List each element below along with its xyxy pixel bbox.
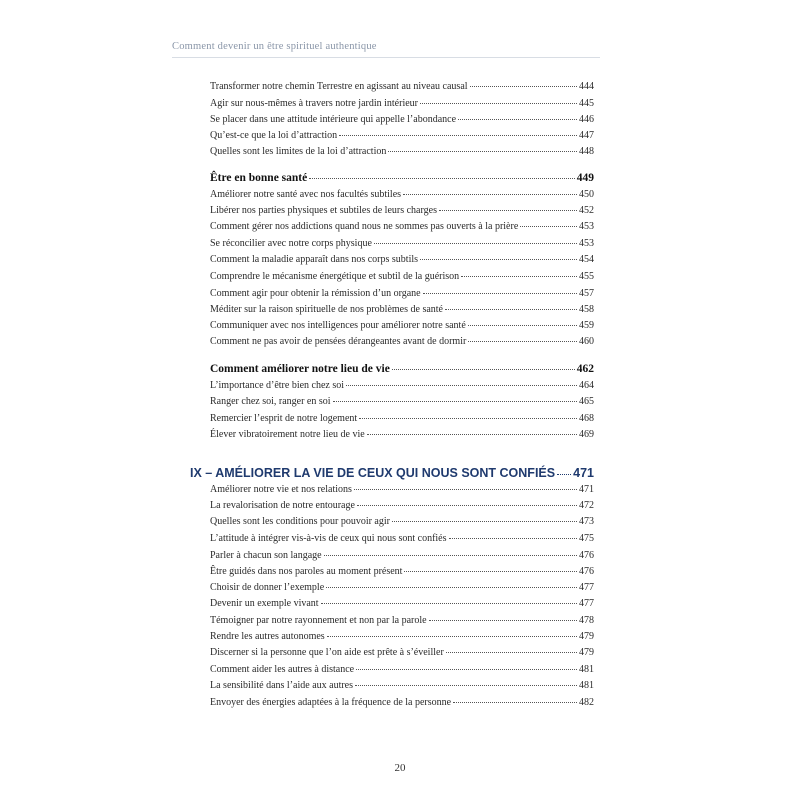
leader-dots xyxy=(445,309,577,310)
toc-entry[interactable]: Ranger chez soi, ranger en soi 465 xyxy=(210,396,594,407)
toc-section-sante[interactable]: Être en bonne santé 449 xyxy=(210,172,594,184)
leader-dots xyxy=(324,555,577,556)
leader-dots xyxy=(446,652,577,653)
toc-entry[interactable]: L’attitude à intégrer vis-à-vis de ceux qui nous sont confiés 475 xyxy=(210,533,594,544)
leader-dots xyxy=(392,521,577,522)
leader-dots xyxy=(458,119,577,120)
toc-entry[interactable]: Améliorer notre vie et nos relations 471 xyxy=(210,484,594,495)
toc-entry[interactable]: Améliorer notre santé avec nos facultés subtiles 450 xyxy=(210,189,594,200)
toc-entry[interactable]: Méditer sur la raison spirituelle de nos problèmes de santé 458 xyxy=(210,304,594,315)
leader-dots xyxy=(429,620,577,621)
toc-entry[interactable]: Se placer dans une attitude intérieure qui appelle l’abondance 446 xyxy=(210,114,594,125)
toc-section-lieu[interactable]: Comment améliorer notre lieu de vie 462 xyxy=(210,363,594,375)
running-header: Comment devenir un être spirituel authentique xyxy=(172,41,377,52)
toc-entry[interactable]: L’importance d’être bien chez soi 464 xyxy=(210,380,594,391)
leader-dots xyxy=(449,538,577,539)
leader-dots xyxy=(439,210,577,211)
toc-entry[interactable]: Témoigner par notre rayonnement et non par la parole 478 xyxy=(210,615,594,626)
leader-dots xyxy=(327,636,577,637)
leader-dots xyxy=(420,103,577,104)
toc-entry[interactable]: Quelles sont les conditions pour pouvoir agir 473 xyxy=(210,516,594,527)
toc-entry[interactable]: Comment la maladie apparaît dans nos corps subtils 454 xyxy=(210,254,594,265)
toc-entry[interactable]: Comment ne pas avoir de pensées dérangeantes avant de dormir 460 xyxy=(210,336,594,347)
leader-dots xyxy=(321,603,577,604)
leader-dots xyxy=(392,369,575,370)
leader-dots xyxy=(520,226,577,227)
toc-entry[interactable]: Rendre les autres autonomes 479 xyxy=(210,631,594,642)
toc-chapter-ix[interactable]: IX – AMÉLIORER LA VIE DE CEUX QUI NOUS SONT CONFIÉS 471 xyxy=(190,466,594,480)
toc-entry[interactable]: La revalorisation de notre entourage 472 xyxy=(210,500,594,511)
leader-dots xyxy=(333,401,577,402)
toc-entry[interactable]: Se réconcilier avec notre corps physique 453 xyxy=(210,238,594,249)
leader-dots xyxy=(326,587,577,588)
leader-dots xyxy=(359,418,577,419)
leader-dots xyxy=(374,243,577,244)
toc-entry[interactable]: Comprendre le mécanisme énergétique et subtil de la guérison 455 xyxy=(210,271,594,282)
toc-entry[interactable]: Agir sur nous-mêmes à travers notre jardin intérieur 445 xyxy=(210,98,594,109)
leader-dots xyxy=(355,685,577,686)
leader-dots xyxy=(403,194,577,195)
leader-dots xyxy=(557,474,571,475)
page-number: 20 xyxy=(394,762,406,774)
leader-dots xyxy=(339,135,577,136)
toc-entry[interactable]: Élever vibratoirement notre lieu de vie 469 xyxy=(210,429,594,440)
toc-entry[interactable]: Comment aider les autres à distance 481 xyxy=(210,664,594,675)
toc-entry[interactable]: Comment agir pour obtenir la rémission d’un organe 457 xyxy=(210,288,594,299)
toc-entry[interactable]: Envoyer des énergies adaptées à la fréquence de la personne 482 xyxy=(210,697,594,708)
leader-dots xyxy=(367,434,577,435)
leader-dots xyxy=(453,702,577,703)
leader-dots xyxy=(356,669,577,670)
toc-entry[interactable]: Transformer notre chemin Terrestre en agissant au niveau causal 444 xyxy=(210,81,594,92)
toc-entry[interactable]: Discerner si la personne que l’on aide est prête à s’éveiller 479 xyxy=(210,647,594,658)
toc-entry[interactable]: Qu’est-ce que la loi d’attraction 447 xyxy=(210,130,594,141)
toc-entry[interactable]: Parler à chacun son langage 476 xyxy=(210,550,594,561)
toc-entry[interactable]: Choisir de donner l’exemple 477 xyxy=(210,582,594,593)
leader-dots xyxy=(423,293,577,294)
leader-dots xyxy=(470,86,577,87)
toc-entry[interactable]: Devenir un exemple vivant 477 xyxy=(210,598,594,609)
toc-entry[interactable]: La sensibilité dans l’aide aux autres 481 xyxy=(210,680,594,691)
toc-entry[interactable]: Comment gérer nos addictions quand nous ne sommes pas ouverts à la prière 453 xyxy=(210,221,594,232)
leader-dots xyxy=(388,151,577,152)
toc-entry[interactable]: Quelles sont les limites de la loi d’attraction 448 xyxy=(210,146,594,157)
leader-dots xyxy=(346,385,577,386)
leader-dots xyxy=(404,571,577,572)
leader-dots xyxy=(468,341,577,342)
leader-dots xyxy=(468,325,577,326)
leader-dots xyxy=(357,505,577,506)
toc-entry[interactable]: Libérer nos parties physiques et subtiles de leurs charges 452 xyxy=(210,205,594,216)
leader-dots xyxy=(461,276,577,277)
leader-dots xyxy=(420,259,577,260)
leader-dots xyxy=(354,489,577,490)
leader-dots xyxy=(309,178,575,179)
toc-entry[interactable]: Remercier l’esprit de notre logement 468 xyxy=(210,413,594,424)
toc-entry[interactable]: Communiquer avec nos intelligences pour améliorer notre santé 459 xyxy=(210,320,594,331)
toc-entry[interactable]: Être guidés dans nos paroles au moment présent 476 xyxy=(210,566,594,577)
